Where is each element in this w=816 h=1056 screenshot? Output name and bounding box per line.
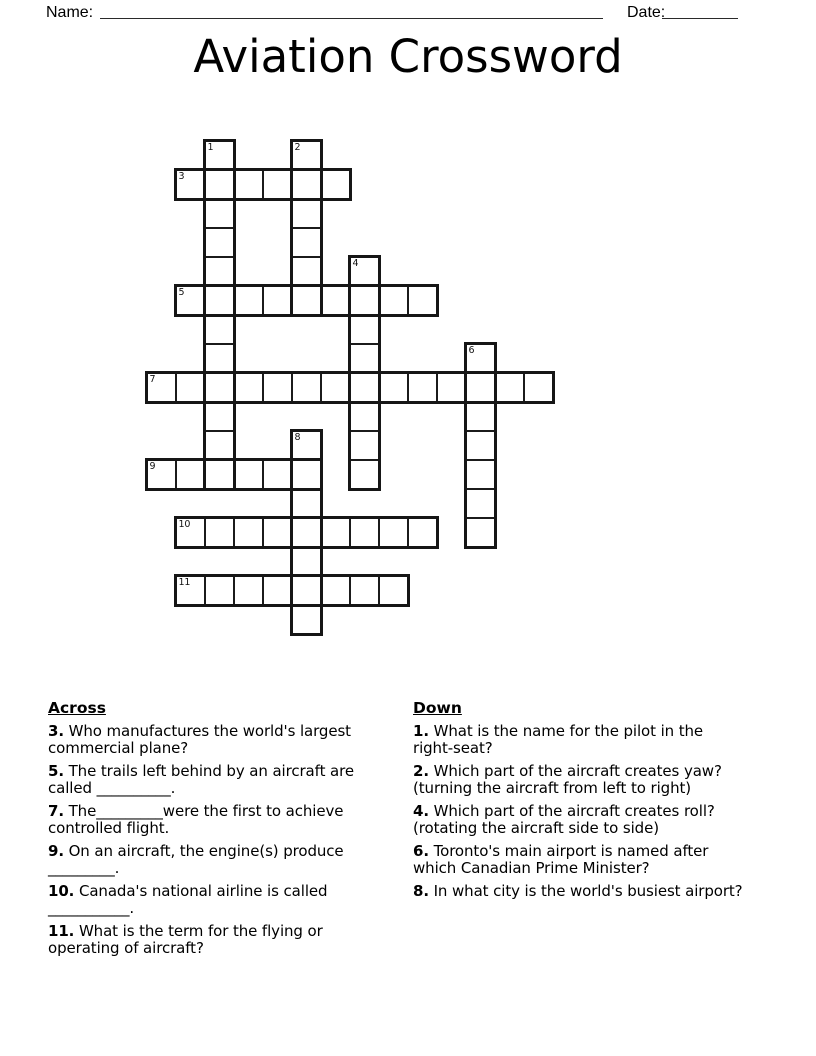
grid-clue-number: 2 — [294, 141, 301, 153]
grid-cell[interactable] — [465, 488, 496, 519]
grid-cell[interactable] — [291, 198, 322, 229]
page-title: Aviation Crossword — [193, 30, 623, 83]
clue-number: 5. — [48, 762, 64, 780]
clue-number: 2. — [413, 762, 429, 780]
grid-cell[interactable] — [204, 372, 235, 403]
grid-cell[interactable] — [291, 459, 322, 490]
clue: 7. The_________were the first to achieve controlled flight. — [48, 802, 344, 837]
grid-cell[interactable] — [262, 169, 293, 200]
grid-cell[interactable] — [175, 372, 206, 403]
grid-cell[interactable] — [320, 285, 351, 316]
grid-clue-number: 10 — [178, 518, 191, 530]
clue: 2. Which part of the aircraft creates yaw? (turning the aircraft from left to right) — [413, 762, 722, 797]
grid-clue-number: 7 — [149, 373, 156, 385]
grid-cell[interactable] — [291, 488, 322, 519]
grid-cell[interactable] — [320, 575, 351, 606]
grid-clue-number: 9 — [149, 460, 156, 472]
clue-number: 3. — [48, 722, 64, 740]
grid-cell[interactable] — [262, 575, 293, 606]
grid-cell[interactable] — [204, 285, 235, 316]
clue: 5. The trails left behind by an aircraft are called __________. — [48, 762, 354, 797]
grid-cell[interactable] — [465, 372, 496, 403]
clue: 3. Who manufactures the world's largest commercial plane? — [48, 722, 351, 757]
grid-cell[interactable] — [262, 517, 293, 548]
grid-cell[interactable] — [262, 459, 293, 490]
grid-cell[interactable] — [233, 169, 264, 200]
grid-cell[interactable] — [349, 314, 380, 345]
grid-cell[interactable] — [291, 575, 322, 606]
clue: 10. Canada's national airline is called ___________. — [48, 882, 328, 917]
grid-cell[interactable] — [233, 517, 264, 548]
grid-cell[interactable] — [204, 430, 235, 461]
grid-cell[interactable] — [378, 517, 409, 548]
clue-number: 8. — [413, 882, 429, 900]
grid-cell[interactable] — [407, 517, 438, 548]
grid-cell[interactable] — [349, 401, 380, 432]
grid-cell[interactable] — [349, 372, 380, 403]
grid-cell[interactable] — [233, 372, 264, 403]
grid-cell[interactable] — [175, 459, 206, 490]
clue-number: 9. — [48, 842, 64, 860]
clue-number: 4. — [413, 802, 429, 820]
grid-cell[interactable] — [320, 169, 351, 200]
grid-cell[interactable] — [291, 604, 322, 635]
grid-clue-number: 4 — [352, 257, 359, 269]
grid-cell[interactable] — [204, 401, 235, 432]
across-heading: Across — [48, 699, 106, 717]
grid-cell[interactable] — [320, 372, 351, 403]
grid-cell[interactable] — [494, 372, 525, 403]
clue: 4. Which part of the aircraft creates roll? (rotating the aircraft side to side) — [413, 802, 715, 837]
grid-cell[interactable] — [262, 285, 293, 316]
grid-clue-number: 3 — [178, 170, 185, 182]
grid-cell[interactable] — [291, 546, 322, 577]
clue-number: 10. — [48, 882, 75, 900]
grid-cell[interactable] — [204, 314, 235, 345]
grid-cell[interactable] — [204, 227, 235, 258]
clue: 1. What is the name for the pilot in the right-seat? — [413, 722, 704, 757]
grid-cell[interactable] — [349, 430, 380, 461]
grid-cell[interactable] — [233, 285, 264, 316]
grid-cell[interactable] — [523, 372, 554, 403]
grid-clue-number: 1 — [207, 141, 214, 153]
grid-cell[interactable] — [233, 575, 264, 606]
clue-number: 1. — [413, 722, 429, 740]
grid-cell[interactable] — [378, 575, 409, 606]
grid-cell[interactable] — [204, 459, 235, 490]
grid-cell[interactable] — [291, 169, 322, 200]
across-clue-list — [48, 723, 381, 957]
grid-cell[interactable] — [233, 459, 264, 490]
date-label: Date: — [627, 4, 666, 21]
grid-clue-number: 5 — [178, 286, 185, 298]
clue-number: 6. — [413, 842, 429, 860]
grid-cell[interactable] — [291, 372, 322, 403]
grid-cell[interactable] — [262, 372, 293, 403]
grid-cell[interactable] — [465, 401, 496, 432]
grid-cell[interactable] — [465, 459, 496, 490]
across-clues-section — [48, 700, 381, 963]
clue-number: 7. — [48, 802, 64, 820]
clue-number: 11. — [48, 922, 75, 940]
grid-cell[interactable] — [349, 459, 380, 490]
clue: 11. What is the term for the flying or operating of aircraft? — [48, 922, 323, 957]
grid-cell[interactable] — [465, 430, 496, 461]
grid-cell[interactable] — [291, 285, 322, 316]
grid-cell[interactable] — [291, 517, 322, 548]
grid-cell[interactable] — [378, 285, 409, 316]
grid-cell[interactable] — [204, 343, 235, 374]
grid-cell[interactable] — [291, 227, 322, 258]
grid-cell[interactable] — [407, 285, 438, 316]
grid-cell[interactable] — [204, 256, 235, 287]
grid-clue-number: 11 — [178, 576, 191, 588]
grid-cell[interactable] — [349, 285, 380, 316]
down-heading: Down — [413, 699, 462, 717]
grid-cell[interactable] — [465, 517, 496, 548]
grid-cell[interactable] — [436, 372, 467, 403]
grid-cell[interactable] — [291, 256, 322, 287]
grid-cell[interactable] — [349, 575, 380, 606]
grid-cell[interactable] — [407, 372, 438, 403]
grid-cell[interactable] — [204, 575, 235, 606]
name-label: Name: — [46, 4, 94, 21]
grid-cell[interactable] — [320, 517, 351, 548]
grid-cell[interactable] — [204, 169, 235, 200]
grid-cell[interactable] — [378, 372, 409, 403]
grid-cell[interactable] — [349, 343, 380, 374]
grid-cell[interactable] — [349, 517, 380, 548]
down-clue-list — [413, 723, 746, 900]
clue: 6. Toronto's main airport is named after which Canadian Prime Minister? — [413, 842, 709, 877]
clue: 8. In what city is the world's busiest airport? — [413, 882, 743, 900]
grid-clue-number: 8 — [294, 431, 301, 443]
clue: 9. On an aircraft, the engine(s) produce _________. — [48, 842, 344, 877]
down-clues-section — [413, 700, 746, 906]
grid-cell[interactable] — [204, 517, 235, 548]
grid-clue-number: 6 — [468, 344, 475, 356]
grid-cell[interactable] — [204, 198, 235, 229]
